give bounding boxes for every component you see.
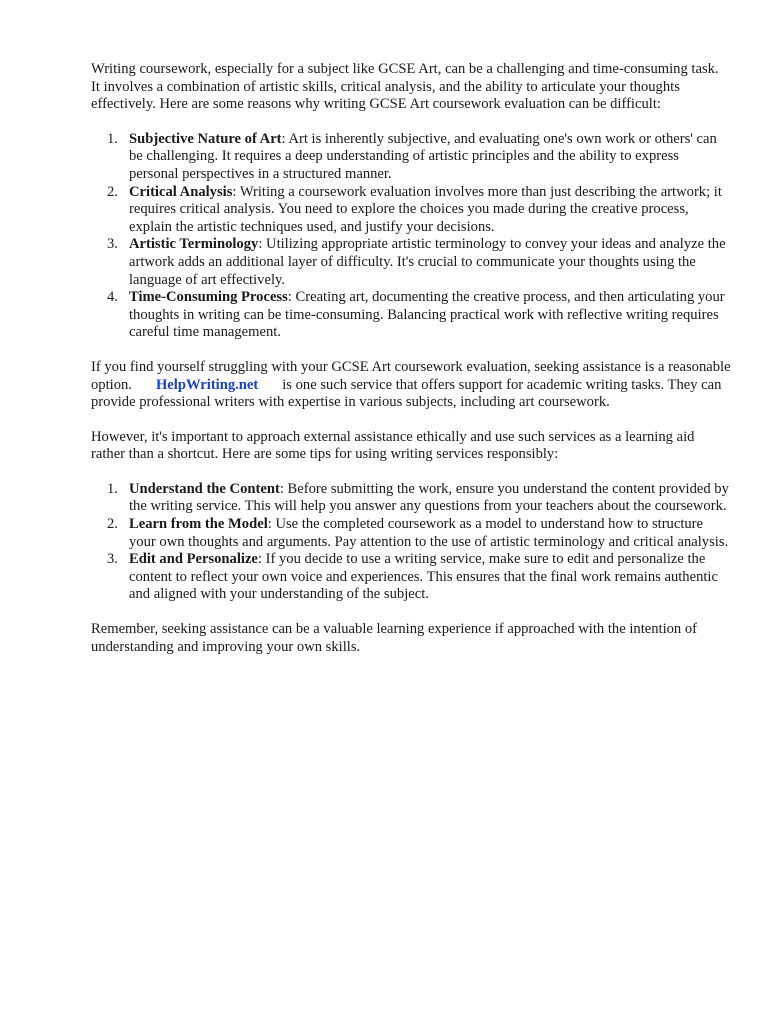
list-term: Understand the Content [129, 480, 280, 497]
list-text: Writing a coursework evaluation involves more than just describing the artwork; it requires critical analysis. You need to explore the choices you made during the creative process, explain the artistic techniques used, and justify your decisions. [129, 183, 722, 235]
list-term-separator: : [287, 289, 292, 306]
list-term-separator: : [258, 236, 263, 253]
closing-paragraph: Remember, seeking assistance can be a valuable learning experience if approached with the intention of understanding and improving your own skills. [91, 621, 698, 655]
list-item [91, 236, 731, 289]
list-term-separator: : [257, 551, 262, 568]
list-number: 3. [107, 236, 118, 253]
assistance-text-after: is one such service that offers support for academic writing tasks. They can provide professional writers with expertise in various subjects, including art coursework. [91, 376, 722, 411]
list-text: Creating art, documenting the creative process, and then articulating your thoughts in writing can be time-consuming. Balancing practical work with reflective writing requires careful time management. [129, 289, 725, 341]
list-item [91, 131, 731, 184]
list-item [91, 516, 731, 551]
list-item [91, 184, 731, 237]
list-term: Time-Consuming Process [129, 289, 288, 306]
list-term: Learn from the Model [129, 516, 268, 533]
list-term: Critical Analysis [129, 183, 233, 200]
assistance-text-before: If you find yourself struggling with your GCSE Art coursework evaluation, seeking assistance is a reasonable option. [91, 358, 731, 393]
list-term-separator: : [267, 516, 272, 533]
document-body [91, 61, 731, 656]
list-term-separator: : [279, 480, 284, 497]
list-text: Utilizing appropriate artistic terminology to convey your ideas and analyze the artwork adds an additional layer of difficulty. It's crucial to communicate your thoughts using the language of art effectively. [129, 236, 726, 288]
ethics-paragraph: However, it's important to approach external assistance ethically and use such services as a learning aid rather than a shortcut. Here are some tips for using writing services responsibly: [91, 428, 695, 463]
list-text: Use the completed coursework as a model to understand how to structure your own thoughts and arguments. Pay attention to the use of artistic terminology and critical analysis. [129, 516, 729, 550]
list-term: Artistic Terminology [129, 236, 259, 253]
list-number: 3. [107, 551, 118, 568]
helpwriting-link[interactable]: HelpWriting.net [155, 376, 259, 393]
list-term-separator: : [281, 130, 286, 147]
list-item [91, 551, 731, 604]
list-number: 4. [107, 289, 118, 306]
intro-paragraph: Writing coursework, especially for a subject like GCSE Art, can be a challenging and time-consuming task. It involves a combination of artistic skills, critical analysis, and the ability to articulate your thoughts effectively. Here are some reasons why writing GCSE Art coursework evaluation can be difficult: [91, 61, 719, 113]
list-term: Subjective Nature of Art [129, 130, 282, 147]
list-text: Art is inherently subjective, and evaluating one's own work or others' can be challenging. It requires a deep understanding of artistic principles and the ability to express personal perspectives in a structured manner. [129, 130, 717, 182]
list-number: 1. [107, 130, 118, 147]
list-number: 1. [107, 480, 118, 497]
list-text: If you decide to use a writing service, make sure to edit and personalize the content to reflect your own voice and experiences. This ensures that the final work remains authentic and aligned with your understanding of the subject. [129, 551, 718, 603]
reasons-list [91, 131, 731, 342]
assistance-paragraph [91, 359, 731, 412]
list-item [91, 289, 731, 342]
list-item [91, 481, 731, 516]
list-term-separator: : [232, 183, 237, 200]
list-text: Before submitting the work, ensure you understand the content provided by the writing service. This will help you answer any questions from your teachers about the coursework. [129, 480, 729, 515]
list-number: 2. [107, 183, 118, 200]
list-term: Edit and Personalize [129, 551, 258, 568]
list-number: 2. [107, 516, 118, 533]
tips-list [91, 481, 731, 604]
